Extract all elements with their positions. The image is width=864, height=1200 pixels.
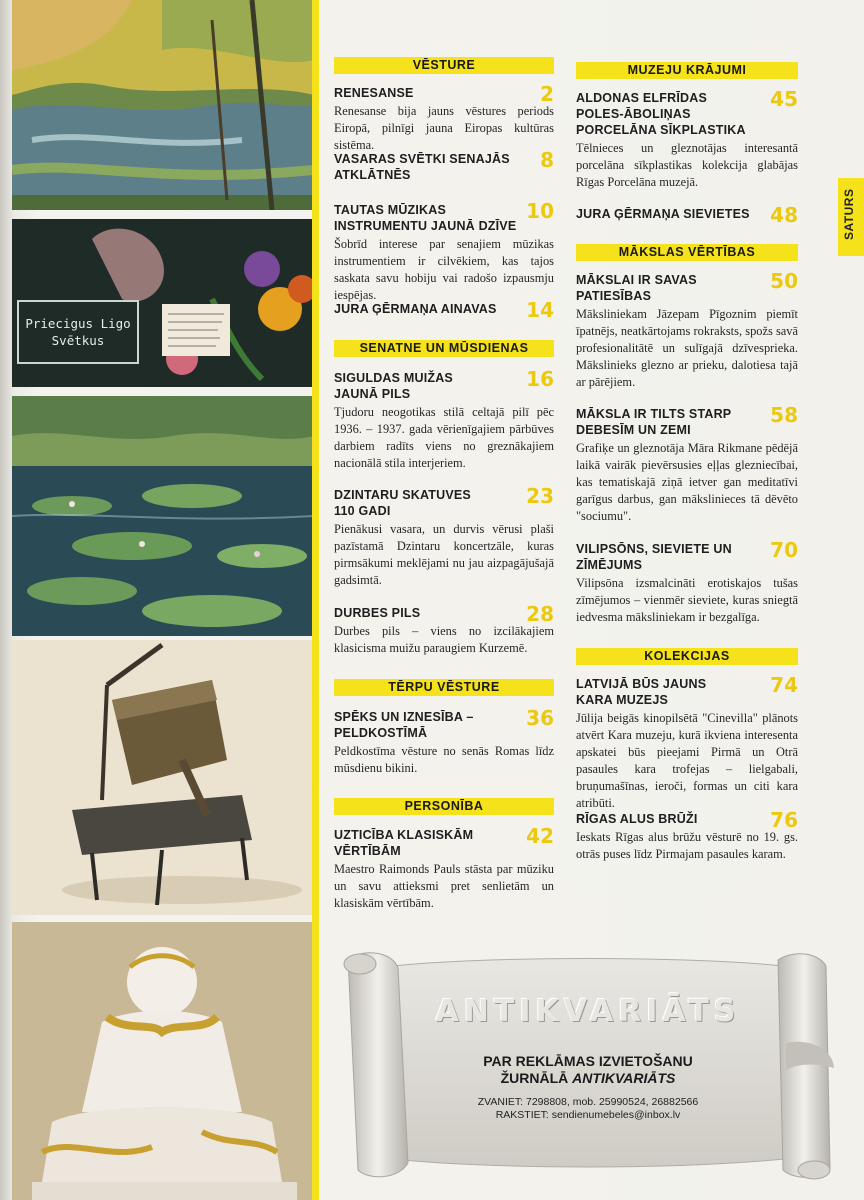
toc-entry[interactable] xyxy=(576,673,798,812)
toc-entry[interactable] xyxy=(576,808,798,863)
entry-description: Grafiķe un gleznotāja Māra Rikmane pēdējā laikā vairāk pievērsusies eļļas glezniecībai, kas tematiskajā ziņā ietver gan meditatīvi garīgus darbus, gan mākslinieces tā dēvēto "sociumu". xyxy=(576,441,798,523)
photo-porcelain-figurine xyxy=(12,922,314,1200)
entry-title: ALDONAS ELFRĪDAS POLES-ĀBOLIŅAS PORCELĀNA SĪKPLASTIKA xyxy=(576,91,746,137)
entry-title: TAUTAS MŪZIKAS INSTRUMENTU JAUNĀ DZĪVE xyxy=(334,203,517,233)
entry-description: Durbes pils – viens no izcilākajiem klasicisma muižu paraugiem Kurzemē. xyxy=(334,624,554,655)
toc-entry[interactable] xyxy=(576,269,798,391)
entry-description: Renesanse bija jauns vēstures periods Eiropā, pilnīgi jauna Eiropas kultūras sistēma. xyxy=(334,104,554,152)
entry-title: VILIPSŌNS, SIEVIETE UN ZĪMĒJUMS xyxy=(576,542,732,572)
entry-page-number: 23 xyxy=(526,484,554,508)
postcard-greeting-line2: Svētkus xyxy=(51,333,105,348)
toc-entry[interactable] xyxy=(334,484,554,589)
entry-description: Tjudoru neogotikas stilā celtajā pilī pēc 1936. – 1937. gada vērienīgajiem pārbūves darbiem radīts viens no greznākajiem nacionālā stila interjeriem. xyxy=(334,405,554,470)
entry-page-number: 58 xyxy=(770,403,798,427)
entry-description: Jūlija beigās kinopilsētā "Cinevilla" plānots atvērt Kara muzeju, kurā ikviena interesenta apskatei būs pieejami Pirmā un Otrā pasaules kara trofejas – lielgabali, bruņumašīnas, ieroči, formas un citi kara atribūti. xyxy=(576,711,798,810)
entry-title: DZINTARU SKATUVES 110 GADI xyxy=(334,488,471,518)
category-header-vesture: VĒSTURE xyxy=(334,57,554,74)
entry-title: UZTICĪBA KLASISKĀM VĒRTĪBĀM xyxy=(334,828,474,858)
entry-description: Tēlnieces un gleznotājas interesantā porcelāna sīkplastikas kolekcija glabājas Rīgas Porcelāna muzejā. xyxy=(576,141,798,189)
entry-description: Ieskats Rīgas alus brūžu vēsturē no 19. gs. otrās puses līdz Pirmajam pasaules karam. xyxy=(576,830,798,861)
entry-page-number: 45 xyxy=(770,87,798,111)
toc-entry[interactable] xyxy=(334,199,554,304)
entry-title: LATVIJĀ BŪS JAUNS KARA MUZEJS xyxy=(576,677,707,707)
entry-title: MĀKSLA IR TILTS STARP DEBESĪM UN ZEMI xyxy=(576,407,732,437)
photo-water-lilies-painting xyxy=(12,396,314,636)
ad-headline-line1: PAR REKLĀMAS IZVIETOŠANU xyxy=(483,1053,693,1069)
entry-description: Pienākusi vasara, un durvis vērusi plaši pazīstamā Dzintaru koncertzāle, kuras pirmsākumi meklējami nu jau aizpagājušajā gadsimtā. xyxy=(334,522,554,587)
category-header-muzeju-krajumi: MUZEJU KRĀJUMI xyxy=(576,62,798,79)
ad-headline-line2 xyxy=(338,1070,838,1087)
entry-title: RĪGAS ALUS BRŪŽI xyxy=(576,812,698,826)
entry-page-number: 36 xyxy=(526,706,554,730)
entry-description: Šobrīd interese par senajiem mūzikas instrumentiem ir cilvēkiem, kas tajos saskata savu hobiju vai radošo izpausmju iespējas. xyxy=(334,237,554,302)
advertisement-scroll xyxy=(338,948,838,1180)
entry-page-number: 42 xyxy=(526,824,554,848)
entry-title: SPĒKS UN IZNESĪBA – PELDKOSTĪMĀ xyxy=(334,710,474,740)
entry-description: Maestro Raimonds Pauls stāsta par mūziku un savu attieksmi pret senlietām un klasiskām vērtībām. xyxy=(334,862,554,910)
ad-phone: ZVANIET: 7298808, mob. 25990524, 26882566 xyxy=(477,1096,699,1108)
toc-entry[interactable] xyxy=(334,602,554,657)
toc-entry[interactable] xyxy=(576,203,798,227)
entry-page-number: 70 xyxy=(770,538,798,562)
contents-side-tab xyxy=(838,178,864,256)
ad-contact-info xyxy=(338,1096,838,1122)
toc-entry[interactable] xyxy=(334,706,554,777)
entry-page-number: 2 xyxy=(540,82,554,106)
ad-headline xyxy=(338,1053,838,1087)
entry-page-number: 76 xyxy=(770,808,798,832)
entry-title: RENESANSE xyxy=(334,86,414,100)
ad-email[interactable]: RAKSTIET: sendienumebeles@inbox.lv xyxy=(495,1109,681,1121)
photo-antique-churn xyxy=(12,640,314,915)
entry-page-number: 74 xyxy=(770,673,798,697)
entry-title: MĀKSLAI IR SAVAS PATIESĪBAS xyxy=(576,273,697,303)
entry-page-number: 48 xyxy=(770,203,798,227)
ad-brand-logo: ANTIKVARIĀTS xyxy=(435,994,741,1029)
entry-page-number: 16 xyxy=(526,367,554,391)
toc-entry[interactable] xyxy=(334,148,554,183)
entry-page-number: 28 xyxy=(526,602,554,626)
postcard-greeting-line1: Priecigus Ligo xyxy=(25,316,131,331)
ad-headline-brand: ANTIKVARIĀTS xyxy=(572,1070,676,1086)
category-header-kolekcijas: KOLEKCIJAS xyxy=(576,648,798,665)
toc-entry[interactable] xyxy=(334,367,554,472)
entry-title: DURBES PILS xyxy=(334,606,421,620)
category-header-personiba: PERSONĪBA xyxy=(334,798,554,815)
entry-page-number: 8 xyxy=(540,148,554,172)
yellow-divider-rule xyxy=(312,0,319,1200)
category-header-makslas-vertibas: MĀKSLAS VĒRTĪBAS xyxy=(576,244,798,261)
toc-entry[interactable] xyxy=(576,403,798,525)
toc-entry[interactable] xyxy=(576,538,798,626)
entry-page-number: 14 xyxy=(526,298,554,322)
entry-description: Māksliniekam Jāzepam Pīgoznim piemīt īpatnējs, neatkārtojams rokraksts, spožs savā profesionalitātē un sulīgajā dzīvesprieka. Mākslinieks glezno ar prieku, dalotiesa tajā ar pārējiem. xyxy=(576,307,798,389)
entry-page-number: 10 xyxy=(526,199,554,223)
photo-landscape-painting xyxy=(12,0,314,210)
toc-entry[interactable] xyxy=(334,824,554,912)
photo-ligo-postcard xyxy=(12,219,314,387)
entry-title: VASARAS SVĒTKI SENAJĀS ATKLĀTNĒS xyxy=(334,152,510,182)
entry-title: JURA ĢĒRMAŅA SIEVIETES xyxy=(576,207,750,221)
entry-page-number: 50 xyxy=(770,269,798,293)
entry-description: Peldkostīma vēsture no senās Romas līdz mūsdienu bikini. xyxy=(334,744,554,775)
category-header-senatne: SENATNE UN MŪSDIENAS xyxy=(334,340,554,357)
category-header-terpu-vesture: TĒRPU VĒSTURE xyxy=(334,679,554,696)
entry-description: Vilipsōna izsmalcināti erotiskajos tušas zīmējumos – vienmēr sieviete, kuras sniegtā iedvesma māksliniekam ir bezgalīga. xyxy=(576,576,798,624)
side-tab-label: SATURS xyxy=(842,188,856,240)
ad-headline-prefix: ŽURNĀLĀ xyxy=(500,1070,573,1086)
entry-title: SIGULDAS MUIŽAS JAUNĀ PILS xyxy=(334,371,453,401)
toc-entry[interactable] xyxy=(334,298,554,322)
toc-entry[interactable] xyxy=(334,82,554,154)
toc-entry[interactable] xyxy=(576,87,798,191)
entry-title: JURA ĢĒRMAŅA AINAVAS xyxy=(334,302,497,316)
